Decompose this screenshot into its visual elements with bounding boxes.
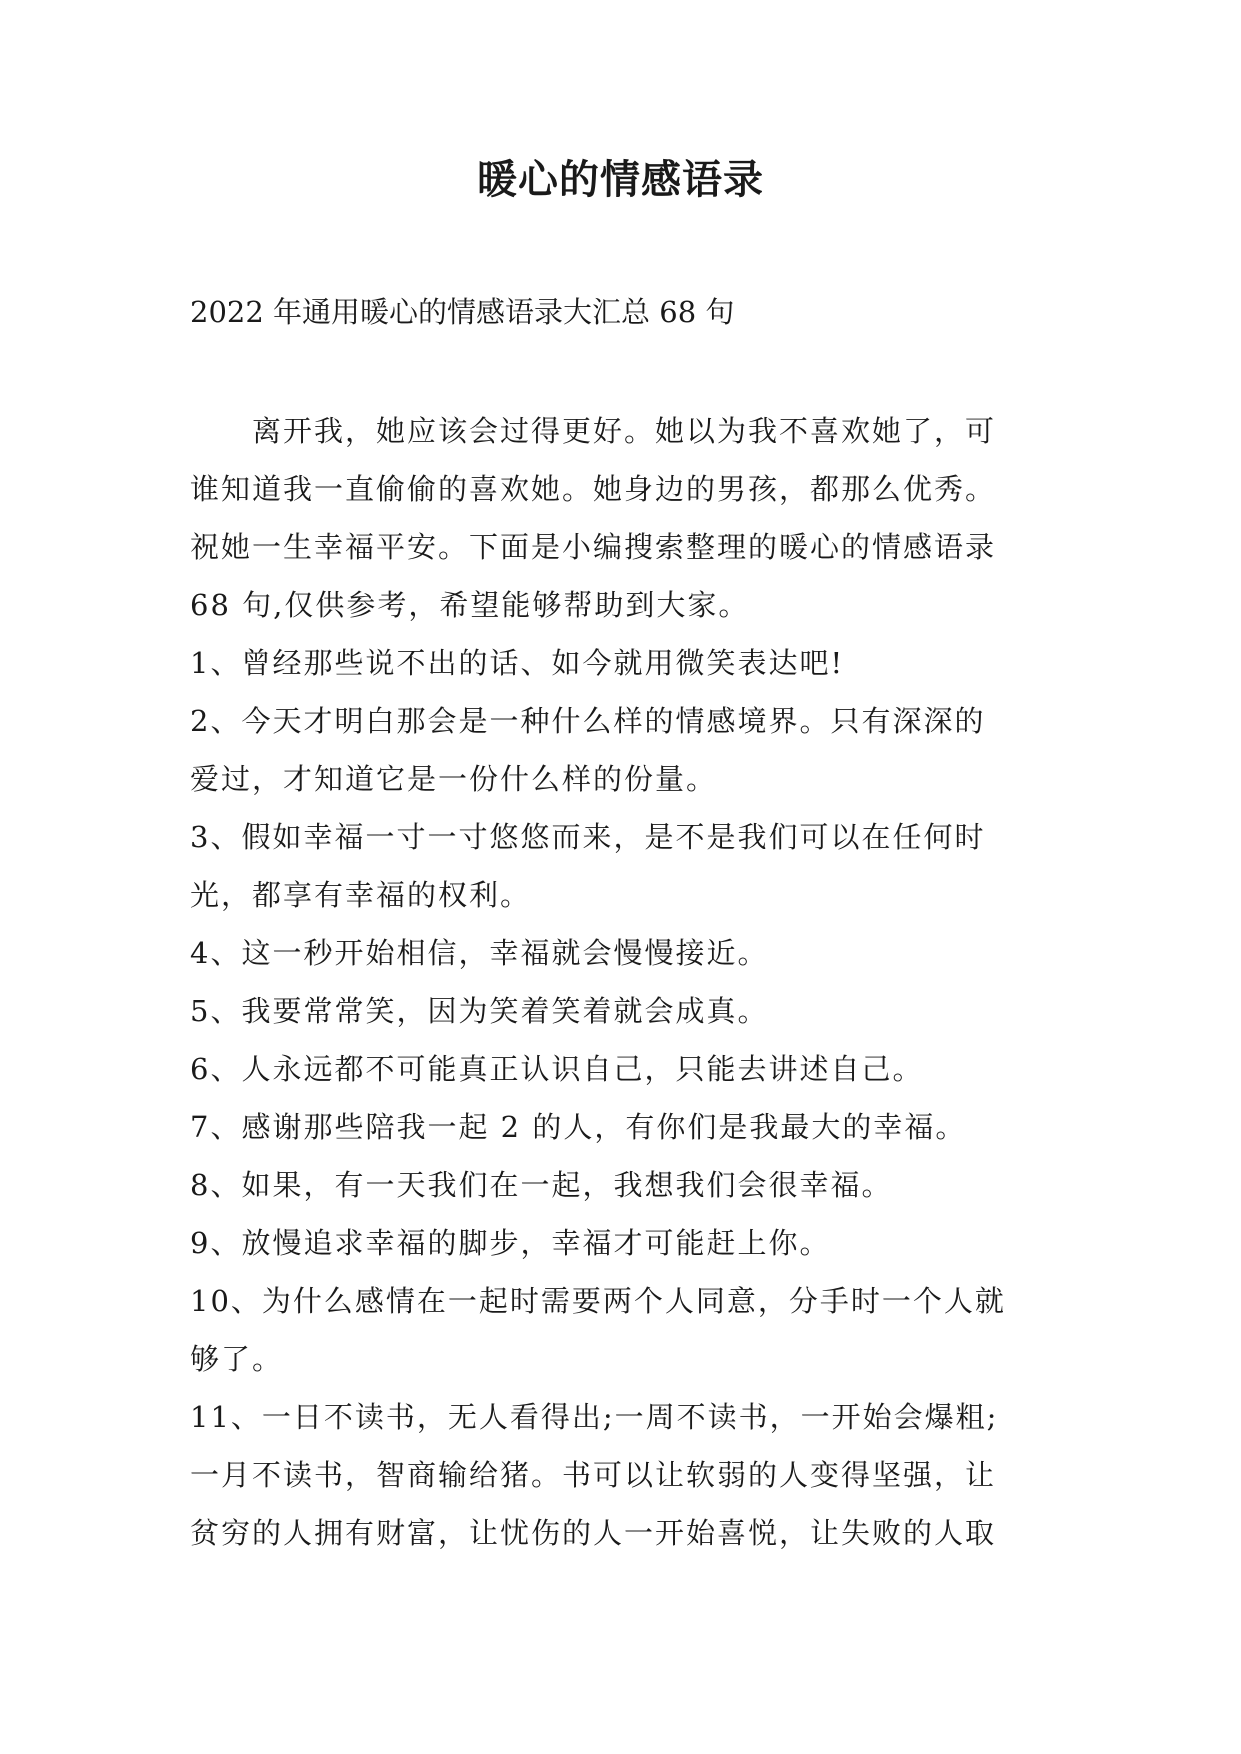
document-subtitle: 2022 年通用暖心的情感语录大汇总 68 句 bbox=[190, 295, 735, 329]
body-line: 11、一日不读书，无人看得出;一周不读书，一开始会爆粗; bbox=[190, 1400, 999, 1434]
body-line: 9、放慢追求幸福的脚步，幸福才可能赶上你。 bbox=[190, 1226, 831, 1260]
body-line: 祝她一生幸福平安。下面是小编搜索整理的暖心的情感语录 bbox=[190, 530, 997, 564]
body-line: 够了。 bbox=[190, 1342, 284, 1376]
body-line: 6、人永远都不可能真正认识自己，只能去讲述自己。 bbox=[190, 1052, 924, 1086]
body-line: 离开我，她应该会过得更好。她以为我不喜欢她了，可 bbox=[190, 414, 997, 448]
body-line: 贫穷的人拥有财富，让忧伤的人一开始喜悦，让失败的人取 bbox=[190, 1516, 997, 1550]
body-line: 2、今天才明白那会是一种什么样的情感境界。只有深深的 bbox=[190, 704, 986, 738]
body-line: 3、假如幸福一寸一寸悠悠而来，是不是我们可以在任何时 bbox=[190, 820, 986, 854]
body-line: 5、我要常常笑，因为笑着笑着就会成真。 bbox=[190, 994, 769, 1028]
body-line: 谁知道我一直偷偷的喜欢她。她身边的男孩，都那么优秀。 bbox=[190, 472, 997, 506]
body-line: 爱过，才知道它是一份什么样的份量。 bbox=[190, 762, 718, 796]
body-line: 4、这一秒开始相信，幸福就会慢慢接近。 bbox=[190, 936, 769, 970]
body-line: 光，都享有幸福的权利。 bbox=[190, 878, 532, 912]
body-line: 68 句,仅供参考，希望能够帮助到大家。 bbox=[190, 588, 750, 622]
body-line: 1、曾经那些说不出的话、如今就用微笑表达吧! bbox=[190, 646, 845, 680]
body-line: 10、为什么感情在一起时需要两个人同意，分手时一个人就 bbox=[190, 1284, 1006, 1318]
body-line: 一月不读书，智商输给猪。书可以让软弱的人变得坚强，让 bbox=[190, 1458, 997, 1492]
document-body bbox=[190, 402, 1070, 1562]
document-title: 暖心的情感语录 bbox=[477, 157, 764, 203]
body-line: 8、如果，有一天我们在一起，我想我们会很幸福。 bbox=[190, 1168, 893, 1202]
body-line: 7、感谢那些陪我一起 2 的人，有你们是我最大的幸福。 bbox=[190, 1110, 967, 1144]
